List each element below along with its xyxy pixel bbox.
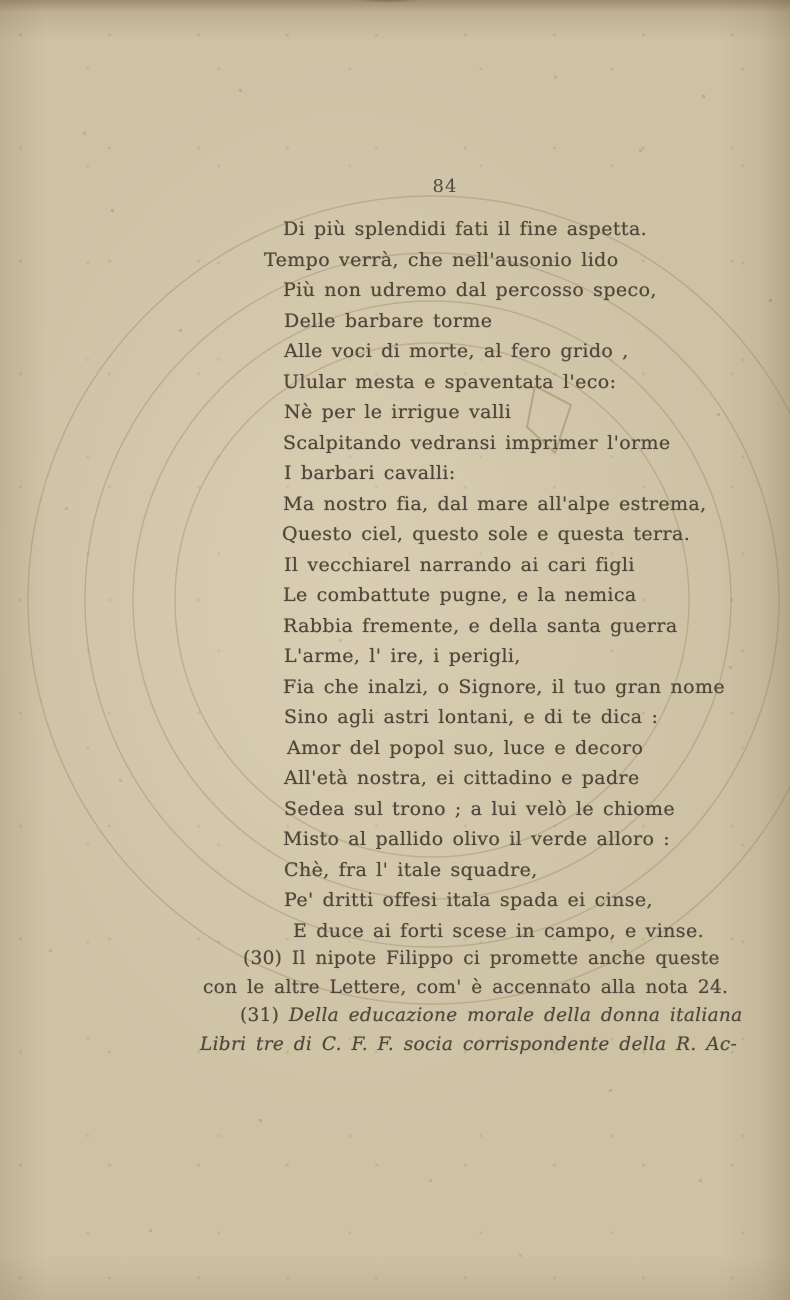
footnote-line: Libri tre di C. F. F. socia corrispondente della R. Ac-	[200, 1033, 738, 1055]
poem-line: All'età nostra, ei cittadino e padre	[284, 767, 640, 789]
footnote-line: (31) Della educazione morale della donna italiana	[240, 1005, 743, 1027]
poem-line: E duce ai forti scese in campo, e vinse.	[293, 919, 705, 942]
poem-line: Chè, fra l' itale squadre,	[284, 858, 538, 881]
footnotes-block	[0, 945, 790, 1059]
top-edge-smudge	[332, 0, 442, 8]
poem-line: Nè per le irrigue valli	[284, 401, 512, 423]
poem-line: Sedea sul trono ; a lui velò le chiome	[284, 797, 675, 820]
poem-line: Delle barbare torme	[284, 309, 493, 332]
poem-line: I barbari cavalli:	[284, 462, 456, 484]
poem-line: Il vecchiarel narrando ai cari figli	[284, 553, 635, 576]
poem-line: Le combattute pugne, e la nemica	[283, 584, 637, 606]
poem-line: L'arme, l' ire, i perigli,	[284, 645, 521, 667]
page-number: 84	[432, 176, 458, 197]
poem-line: Più non udremo dal percosso speco,	[283, 279, 657, 301]
poem-line: Rabbia fremente, e della santa guerra	[283, 614, 678, 637]
poem-line: Di più splendidi fati il fine aspetta.	[283, 218, 648, 240]
poem-line: Pe' dritti offesi itala spada ei cinse,	[284, 889, 653, 911]
poem-line: Sino agli astri lontani, e di te dica :	[284, 706, 659, 728]
poem-line: Misto al pallido olivo il verde alloro :	[283, 828, 671, 850]
footnote-line: (30) Il nipote Filippo ci promette anche queste	[243, 948, 720, 969]
poem-line: Questo ciel, questo sole e questa terra.	[282, 523, 691, 545]
poem-line: Tempo verrà, che nell'ausonio lido	[264, 248, 619, 271]
poem-line: Fia che inalzi, o Signore, il tuo gran nome	[283, 675, 726, 698]
paper-flecks	[0, 0, 1, 1]
poem-line: Ma nostro fia, dal mare all'alpe estrema,	[283, 492, 707, 515]
footnote-marker: (31)	[240, 1005, 289, 1027]
poem-line: Amor del popol suo, luce e decoro	[287, 736, 644, 759]
poem-line: Ulular mesta e spaventata l'eco:	[283, 370, 617, 393]
poem-line: Alle voci di morte, al fero grido ,	[284, 340, 629, 362]
poem-line: Scalpitando vedransi imprimer l'orme	[283, 431, 671, 454]
poem-block	[0, 214, 790, 946]
footnote-line: con le altre Lettere, com' è accennato alla nota 24.	[203, 976, 729, 998]
